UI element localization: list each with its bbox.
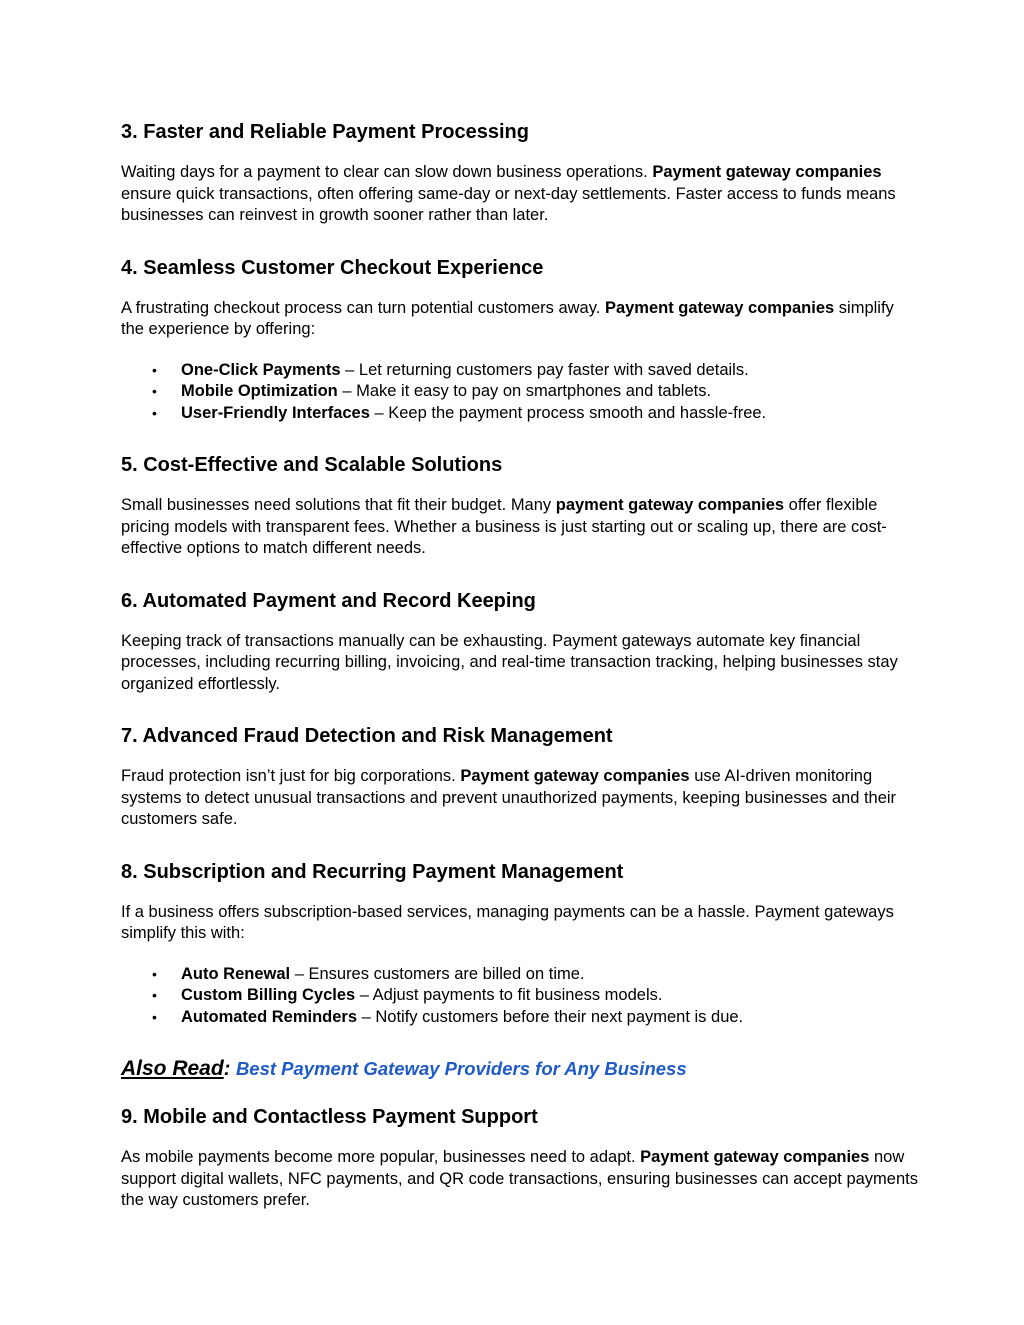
list-item-desc: – Adjust payments to fit business models.: [355, 986, 663, 1004]
paragraph-text: Waiting days for a payment to clear can slow down business operations.: [121, 163, 653, 181]
list-item: [152, 985, 921, 1007]
bullet-icon: •: [152, 383, 157, 399]
paragraph-text: simplify the experience by offering:: [121, 298, 894, 338]
list-item-desc: – Make it easy to pay on smartphones and tablets.: [337, 382, 712, 400]
bullet-list: [121, 360, 921, 425]
section-paragraph: [121, 631, 921, 696]
section-paragraph: [121, 162, 921, 227]
section-4: [121, 254, 921, 425]
section-heading: 7. Advanced Fraud Detection and Risk Management: [121, 725, 613, 747]
paragraph-text: ensure quick transactions, often offering same-day or next-day settlements. Faster access to funds means businesses can reinvest in growth sooner rather than later.: [121, 184, 896, 224]
list-item-term: One-Click Payments: [181, 360, 341, 379]
list-item-desc: – Notify customers before their next payment is due.: [357, 1007, 744, 1026]
paragraph-text: A frustrating checkout process can turn potential customers away.: [121, 298, 605, 317]
paragraph-text: use AI-driven monitoring systems to detect unusual transactions and prevent unauthorized payments, keeping businesses and their customers safe.: [121, 767, 897, 828]
paragraph-bold-text: Payment gateway companies: [640, 1148, 870, 1166]
paragraph-text: Keeping track of transactions manually can be exhausting. Payment gateways automate key financial processes, including recurring billing, invoicing, and real-time transaction tracking, helping businesses stay organized effortlessly.: [121, 631, 898, 693]
section-heading: 9. Mobile and Contactless Payment Support: [121, 1106, 538, 1128]
paragraph-text: now support digital wallets, NFC payments, and QR code transactions, ensuring businesses can accept payments the way customers prefer.: [121, 1148, 918, 1209]
section-paragraph: [121, 1147, 921, 1212]
list-item-desc: – Let returning customers pay faster with saved details.: [340, 360, 749, 379]
list-item-desc: – Ensures customers are billed on time.: [290, 964, 585, 983]
paragraph-text: If a business offers subscription-based services, managing payments can be a hassle. Payment gateways simplify this with:: [121, 902, 894, 942]
section-paragraph: [121, 766, 921, 831]
paragraph-text: Small businesses need solutions that fit their budget. Many: [121, 496, 556, 514]
section-6: [121, 587, 921, 696]
paragraph-text: Fraud protection isn’t just for big corporations.: [121, 767, 461, 785]
document-page: [121, 118, 921, 1239]
list-item-term: Auto Renewal: [181, 964, 291, 983]
list-item: [152, 964, 921, 986]
paragraph-text: As mobile payments become more popular, businesses need to adapt.: [121, 1148, 641, 1166]
section-7: [121, 722, 921, 831]
also-read-link[interactable]: Best Payment Gateway Providers for Any Business: [235, 1058, 687, 1079]
paragraph-bold-text: Payment gateway companies: [604, 298, 835, 317]
list-item: [152, 381, 921, 403]
list-item: [152, 1007, 921, 1029]
list-item: [152, 360, 921, 382]
also-read-callout: [121, 1055, 921, 1083]
bullet-icon: •: [152, 361, 157, 378]
also-read-label: Also Read: [121, 1057, 224, 1080]
paragraph-bold-text: payment gateway companies: [555, 496, 785, 514]
section-heading: 5. Cost-Effective and Scalable Solutions: [121, 454, 503, 476]
section-paragraph: [121, 902, 921, 945]
bullet-list: [121, 964, 921, 1029]
section-heading: 6. Automated Payment and Record Keeping: [121, 589, 536, 612]
paragraph-text: offer flexible pricing models with transparent fees. Whether a business is just starting out or scaling up, there are cost-effective options to match different needs.: [121, 496, 887, 557]
list-item-term: User-Friendly Interfaces: [181, 403, 370, 422]
bullet-icon: •: [152, 1008, 157, 1025]
section-heading: 4. Seamless Customer Checkout Experience: [121, 256, 544, 279]
paragraph-bold-text: Payment gateway companies: [652, 163, 882, 181]
section-paragraph: [121, 298, 921, 341]
also-read-colon: :: [223, 1058, 231, 1080]
bullet-icon: •: [152, 965, 157, 982]
section-3: [121, 118, 921, 227]
section-9: [121, 1103, 921, 1212]
section-paragraph: [121, 495, 921, 560]
list-item-term: Custom Billing Cycles: [181, 986, 356, 1004]
list-item-desc: – Keep the payment process smooth and hassle-free.: [369, 403, 767, 422]
section-heading: 3. Faster and Reliable Payment Processing: [121, 121, 529, 143]
list-item-term: Automated Reminders: [181, 1007, 358, 1026]
section-5: [121, 451, 921, 560]
bullet-icon: •: [152, 987, 157, 1003]
list-item-term: Mobile Optimization: [181, 382, 338, 400]
section-8: [121, 858, 921, 1029]
section-heading: 8. Subscription and Recurring Payment Management: [121, 860, 624, 883]
paragraph-bold-text: Payment gateway companies: [460, 767, 690, 785]
bullet-icon: •: [152, 404, 157, 421]
list-item: [152, 403, 921, 425]
